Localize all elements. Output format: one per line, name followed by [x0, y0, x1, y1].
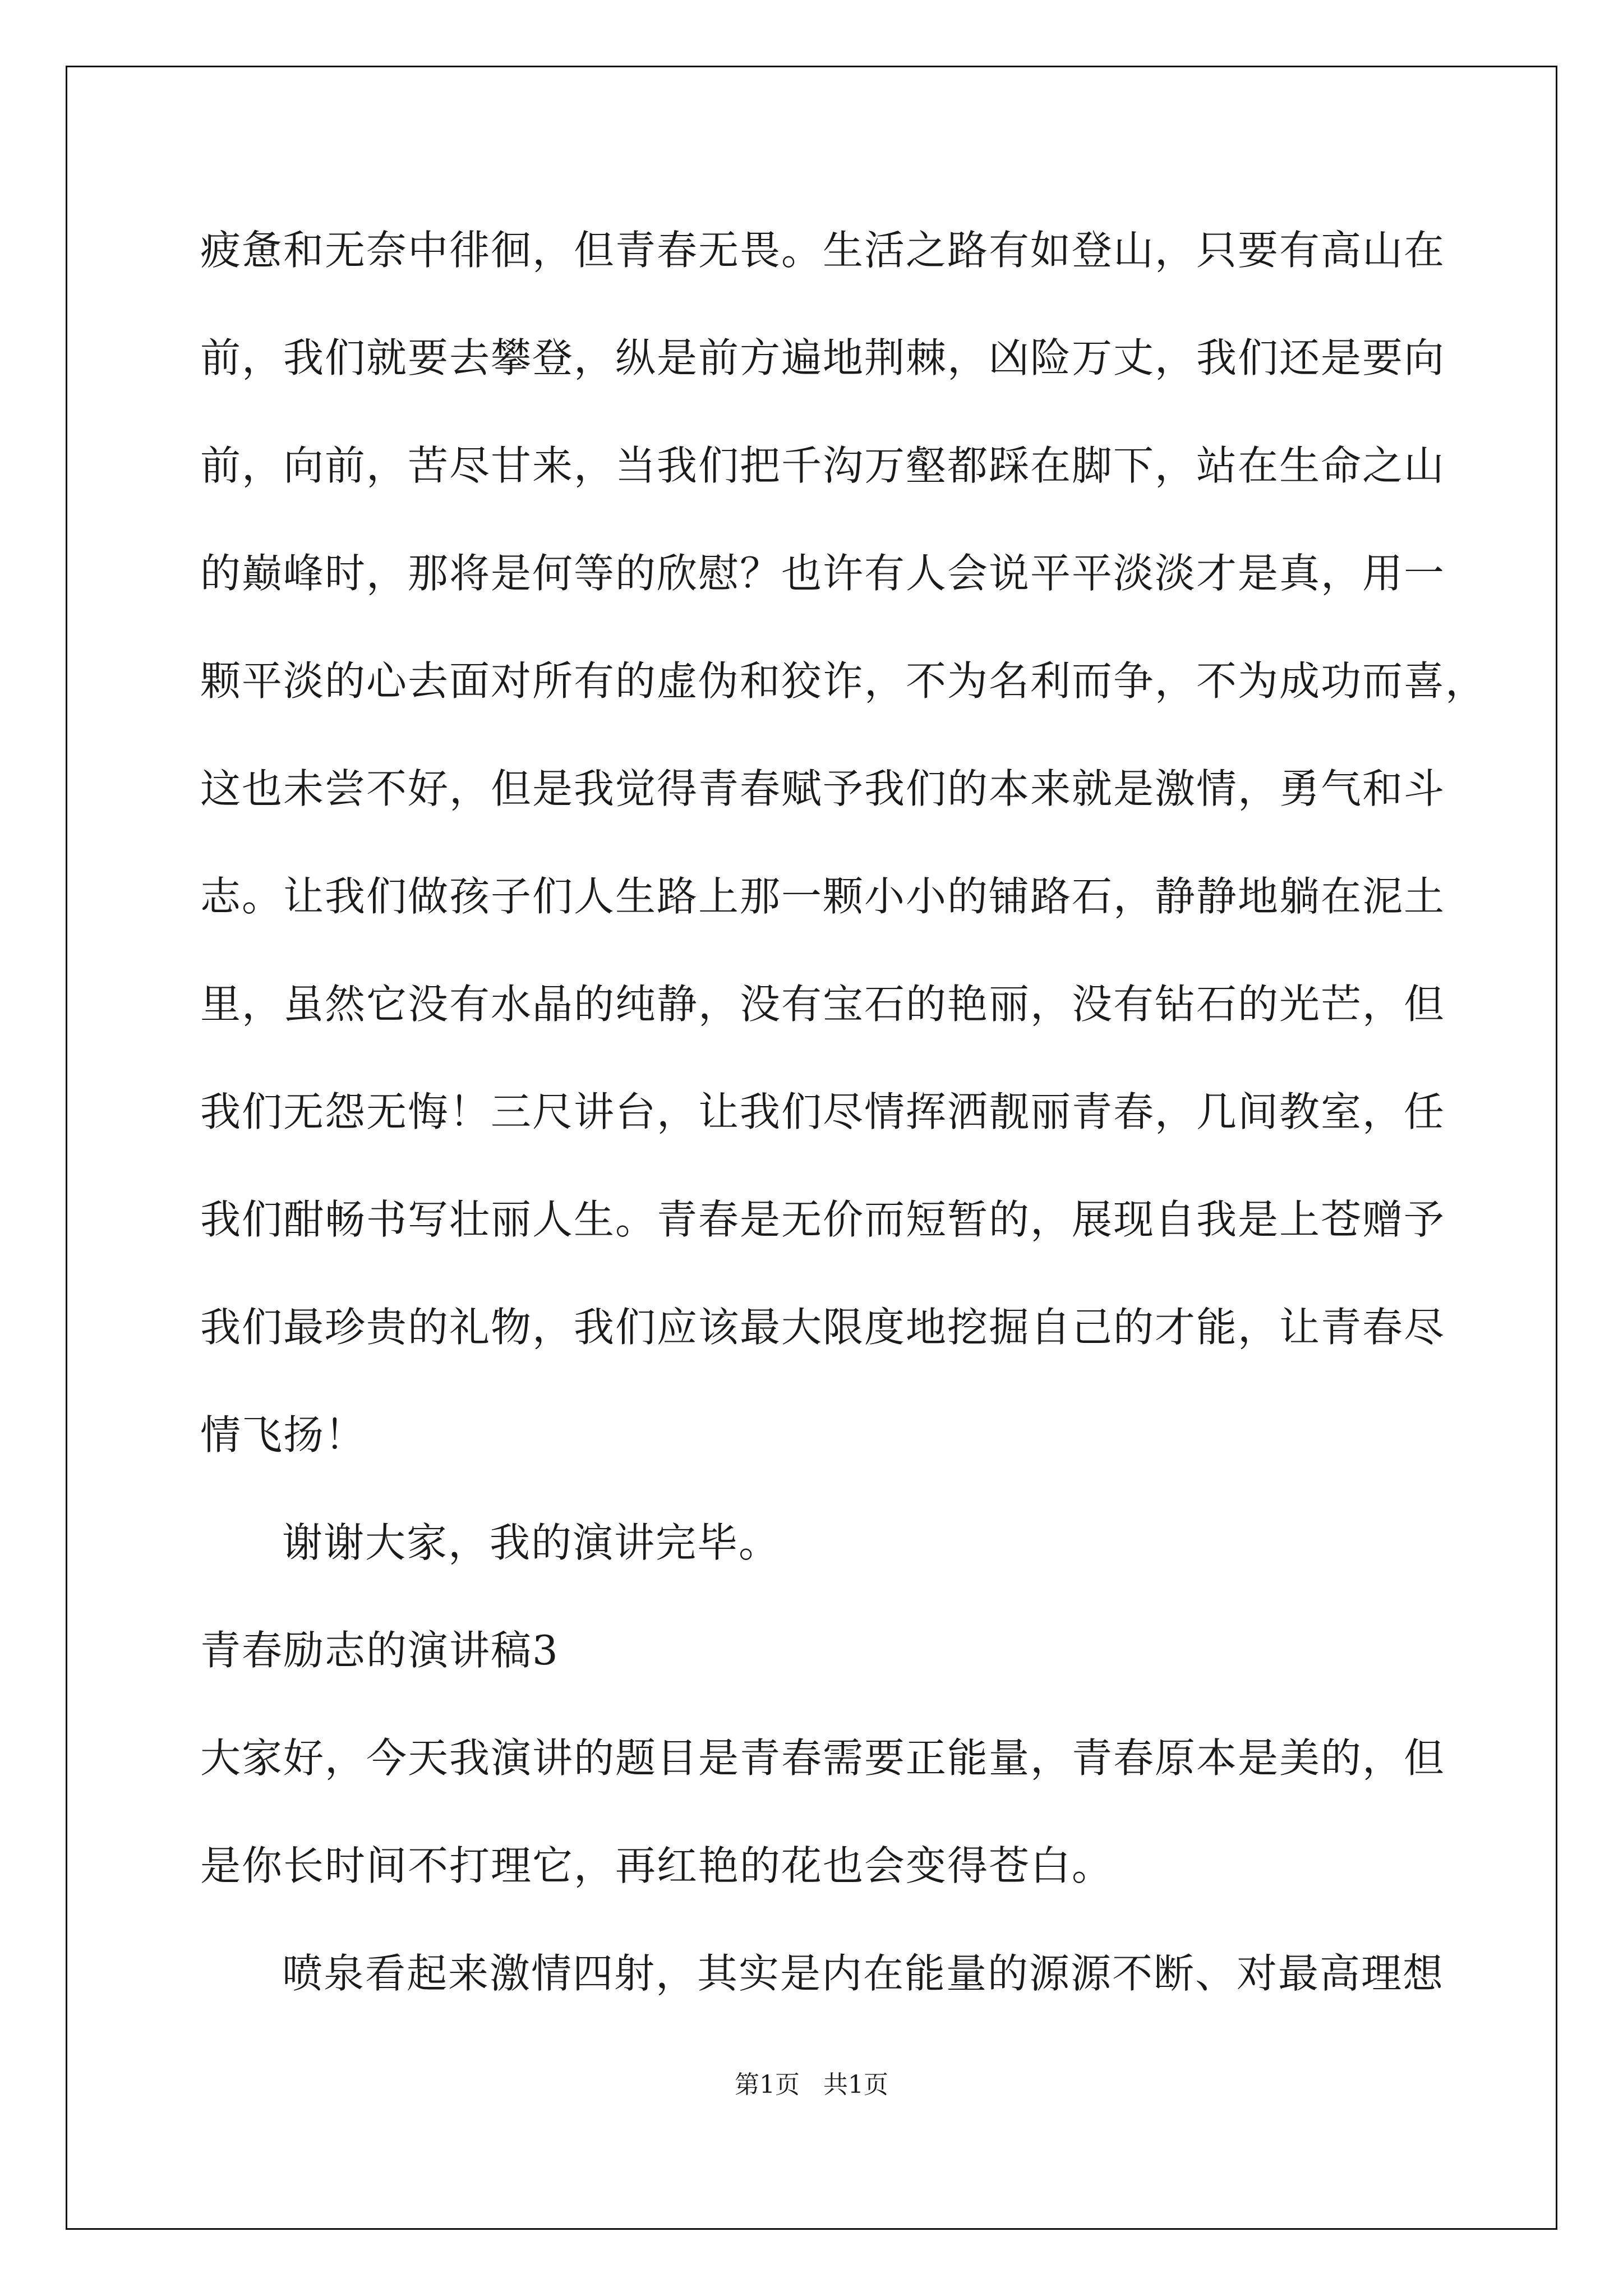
body-text-line: 我们无怨无悔！三尺讲台，让我们尽情挥洒靓丽青春，几间教室，任: [200, 1088, 1446, 1135]
body-text-line: 前，向前，苦尽甘来，当我们把千沟万壑都踩在脚下，站在生命之山: [200, 442, 1446, 489]
body-text-line: 志。让我们做孩子们人生路上那一颗小小的铺路石，静静地躺在泥土: [200, 873, 1446, 920]
page-border: [66, 66, 1557, 2230]
body-text-line: 颗平淡的心去面对所有的虚伪和狡诈，不为名利而争，不为成功而喜，: [200, 657, 1487, 705]
body-text-line: 是你长时间不打理它，再红艳的花也会变得苍白。: [200, 1842, 1114, 1889]
body-text-line: 里，虽然它没有水晶的纯静，没有宝石的艳丽，没有钻石的光芒，但: [200, 981, 1446, 1028]
body-text-line: 我们最珍贵的礼物，我们应该最大限度地挖掘自己的才能，让青春尽: [200, 1304, 1446, 1351]
body-text-line: 大家好，今天我演讲的题目是青春需要正能量，青春原本是美的，但: [200, 1734, 1446, 1782]
body-text-line: 这也未尝不好，但是我觉得青春赋予我们的本来就是激情，勇气和斗: [200, 765, 1446, 812]
body-text-line: 情飞扬！: [200, 1411, 367, 1458]
body-text-line: 前，我们就要去攀登，纵是前方遍地荆棘，凶险万丈，我们还是要向: [200, 334, 1446, 381]
section-heading: 青春励志的演讲稿3: [200, 1627, 559, 1674]
page-number-footer: 第1页 共1页: [735, 2070, 888, 2099]
body-text-line: 疲惫和无奈中徘徊，但青春无畏。生活之路有如登山，只要有高山在: [200, 227, 1446, 274]
closing-paragraph: 谢谢大家，我的演讲完毕。: [282, 1519, 781, 1566]
body-text-line: 我们酣畅书写壮丽人生。青春是无价而短暂的，展现自我是上苍赠予: [200, 1196, 1446, 1243]
body-text-line: 的巅峰时，那将是何等的欣慰？也许有人会说平平淡淡才是真，用一: [200, 550, 1446, 597]
body-text-line: 喷泉看起来激情四射，其实是内在能量的源源不断、对最高理想: [282, 1950, 1445, 1997]
